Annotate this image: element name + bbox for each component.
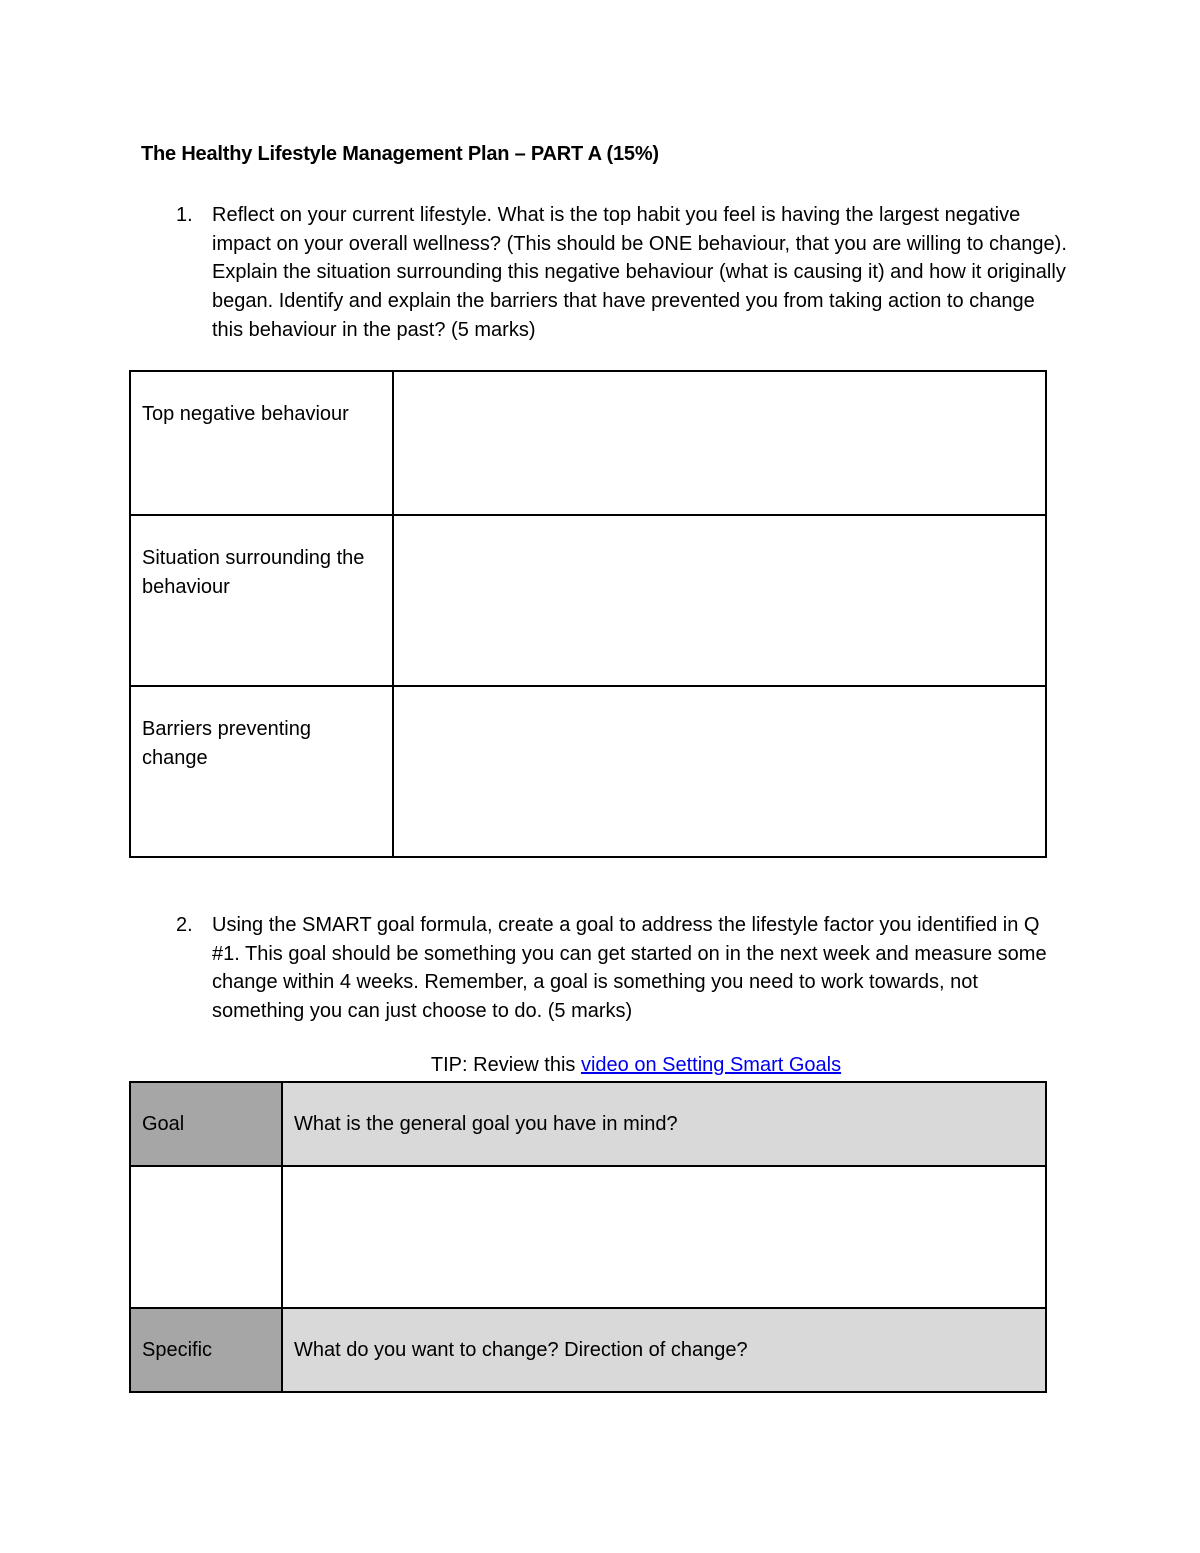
- goal-prompt: What is the general goal you have in mind?: [282, 1082, 1046, 1166]
- smart-goals-video-link[interactable]: video on Setting Smart Goals: [580, 1054, 842, 1076]
- goal-answer-cell[interactable]: [282, 1166, 1046, 1308]
- row-label: Barriers preventing change: [130, 686, 393, 857]
- table-row: [130, 1082, 1046, 1166]
- question-1: [176, 201, 1071, 345]
- table-row: [130, 371, 1046, 515]
- question-2: [176, 911, 1071, 1026]
- specific-prompt: What do you want to change? Direction of change?: [282, 1308, 1046, 1392]
- row-label: Top negative behaviour: [130, 371, 393, 515]
- table-row: [130, 1166, 1046, 1308]
- answer-cell-top-negative-behaviour[interactable]: [393, 371, 1046, 515]
- answer-cell-barriers[interactable]: [393, 686, 1046, 857]
- behaviour-table: [129, 370, 1047, 858]
- question-1-number: 1.: [176, 204, 193, 226]
- row-label: Situation surrounding the behaviour: [130, 515, 393, 686]
- specific-label: Specific: [130, 1308, 282, 1392]
- smart-goal-table: [129, 1081, 1047, 1393]
- question-1-text: Reflect on your current lifestyle. What is the top habit you feel is having the largest negative impact on your overall wellness? (This should be ONE behaviour, that you are willing to change). Explain the situation surrounding this negative behaviour (what is causing it) and how it originally began. Identify and explain the barriers that have prevented you from taking action to change this behaviour in the past? (5 marks): [212, 204, 1067, 341]
- question-2-text: Using the SMART goal formula, create a goal to address the lifestyle factor you identified in Q #1. This goal should be something you can get started on in the next week and measure some change within 4 weeks. Remember, a goal is something you need to work towards, not something you can just choose to do. (5 marks): [212, 914, 1047, 1023]
- table-row: [130, 515, 1046, 686]
- goal-blank-cell[interactable]: [130, 1166, 282, 1308]
- goal-label: Goal: [130, 1082, 282, 1166]
- document-title: The Healthy Lifestyle Management Plan – PART A (15%): [141, 143, 659, 165]
- answer-cell-situation[interactable]: [393, 515, 1046, 686]
- tip-line: [0, 1054, 1200, 1077]
- table-row: [130, 686, 1046, 857]
- tip-prefix: TIP: Review this: [430, 1054, 581, 1076]
- question-2-number: 2.: [176, 914, 193, 936]
- table-row: [130, 1308, 1046, 1392]
